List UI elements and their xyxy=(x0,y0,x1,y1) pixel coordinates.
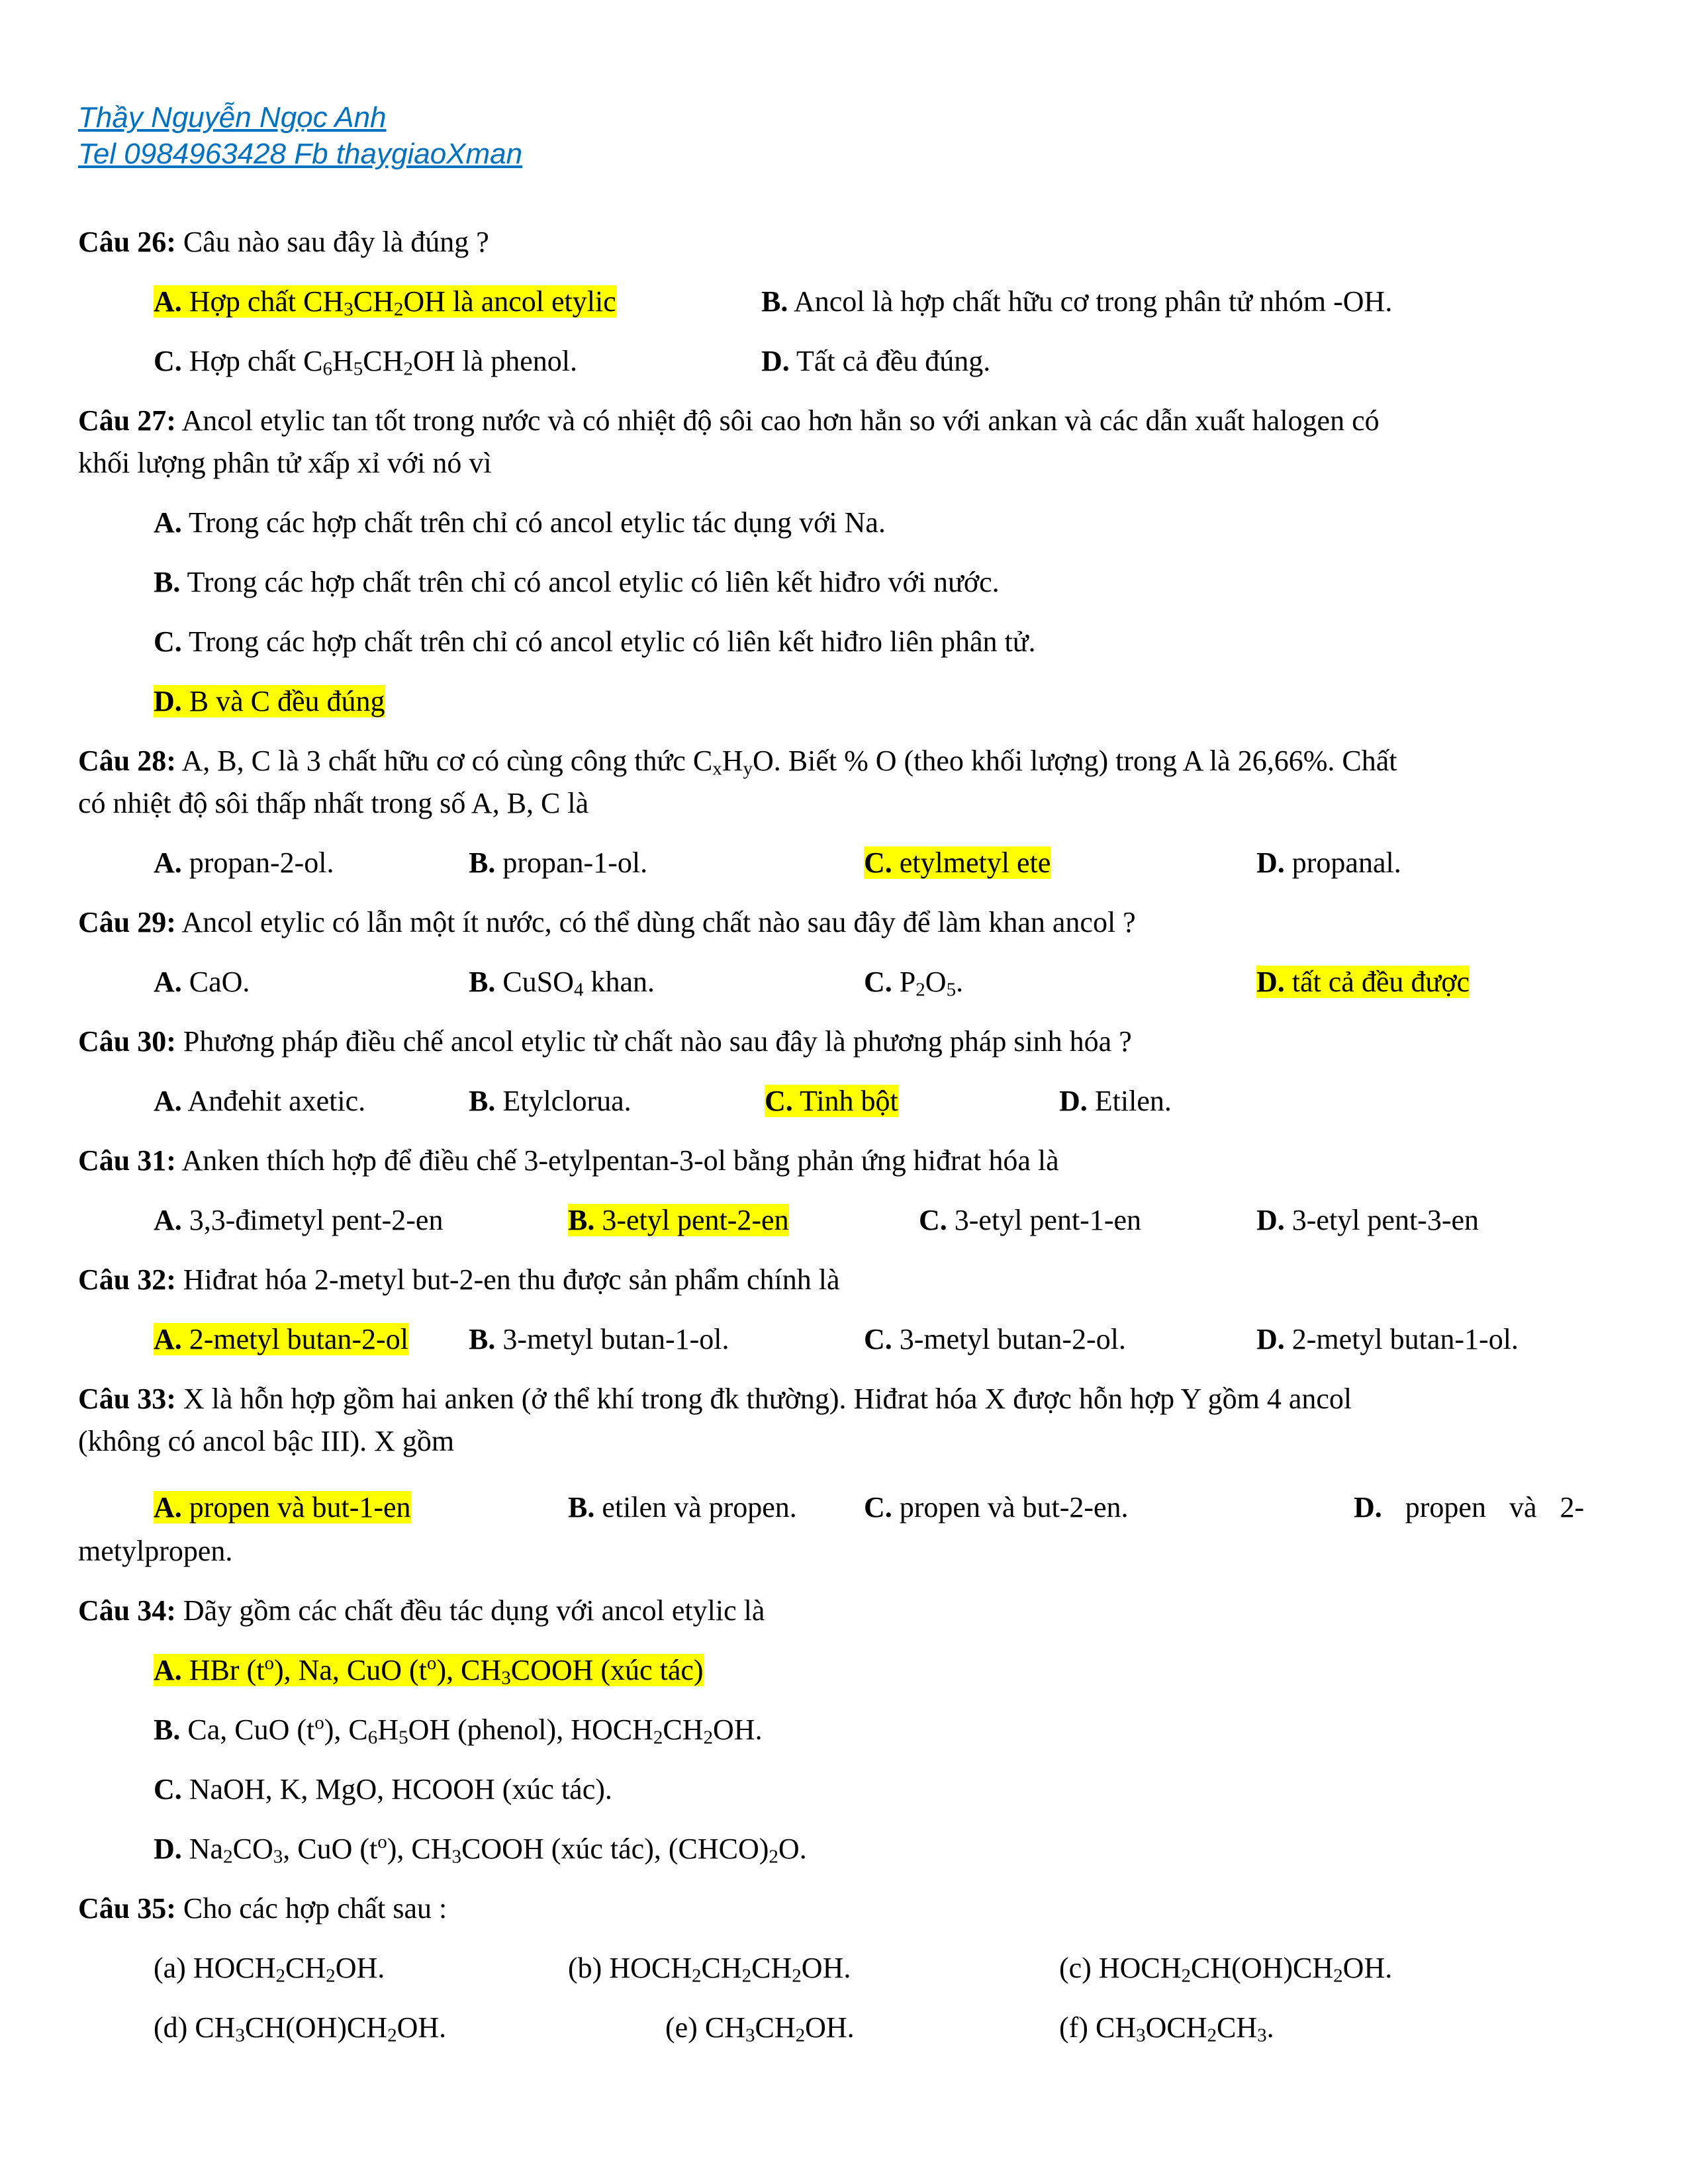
option-text: CuSO$_4$ khan. xyxy=(502,966,655,1001)
option-b xyxy=(568,1202,789,1239)
option-text: propen và but-1-en xyxy=(189,1491,411,1524)
compound-label: (b) xyxy=(568,1952,602,1984)
option-d xyxy=(1354,1489,1584,1526)
compound-e xyxy=(665,2009,855,2046)
question-text: A, B, C là 3 chất hữu cơ có cùng công thức $C_xH_yO$. Biết % O (theo khối lượng) trong A là 26,66%. Chất xyxy=(181,745,1397,780)
option-b xyxy=(568,1489,797,1526)
option-label: C. xyxy=(864,966,892,998)
option-text: Tất cả đều đúng. xyxy=(796,345,991,377)
compound-c xyxy=(1059,1950,1392,1987)
correct-answer-highlight xyxy=(154,1653,704,1689)
option-text: 3-metyl butan-2-ol. xyxy=(899,1323,1126,1355)
option-text: etilen và propen. xyxy=(602,1491,797,1524)
option-label: A. xyxy=(154,1654,182,1686)
correct-answer-highlight xyxy=(1256,966,1470,998)
teacher-name[interactable]: Thầy Nguyễn Ngọc Anh xyxy=(78,101,387,134)
compound-d xyxy=(154,2009,446,2046)
question-27 xyxy=(78,402,1380,439)
correct-answer-highlight xyxy=(765,1085,898,1117)
option-d xyxy=(1256,964,1470,1001)
option-c xyxy=(864,1489,1129,1526)
option-text: Trong các hợp chất trên chỉ có ancol etylic có liên kết hiđro liên phân tử. xyxy=(189,625,1036,658)
question-text: X là hỗn hợp gồm hai anken (ở thể khí trong đk thường). Hiđrat hóa X được hỗn hợp Y gồm 4 ancol xyxy=(183,1383,1352,1415)
question-label: Câu 34: xyxy=(78,1594,176,1627)
compound-label: (d) xyxy=(154,2011,188,2044)
option-d xyxy=(1256,844,1401,882)
option-label: A. xyxy=(154,1085,182,1117)
question-text: Ancol etylic tan tốt trong nước và có nhiệt độ sôi cao hơn hẳn so với ankan và các dẫn xuất halogen có xyxy=(181,404,1380,437)
question-text: Hiđrat hóa 2-metyl but-2-en thu được sản phẩm chính là xyxy=(183,1263,840,1296)
question-label: Câu 27: xyxy=(78,404,176,437)
option-text: Anđehit axetic. xyxy=(187,1085,366,1117)
option-label: B. xyxy=(469,966,496,998)
option-d xyxy=(1256,1321,1519,1358)
option-text: 2-metyl butan-1-ol. xyxy=(1291,1323,1519,1355)
option-b xyxy=(469,1321,729,1358)
option-label: B. xyxy=(469,846,496,879)
option-a xyxy=(154,1652,704,1689)
option-label: D. xyxy=(1256,1323,1285,1355)
question-33 xyxy=(78,1381,1352,1418)
question-text: Cho các hợp chất sau : xyxy=(183,1892,447,1925)
option-text: 3-etyl pent-1-en xyxy=(954,1204,1141,1236)
option-text: propan-1-ol. xyxy=(502,846,648,879)
option-label: D. xyxy=(1256,966,1285,998)
compound-label: (f) xyxy=(1059,2011,1088,2044)
option-label: A. xyxy=(154,966,182,998)
option-label: C. xyxy=(765,1085,793,1117)
compound-formula: $HOCH_2CH_2OH$. xyxy=(193,1952,385,1987)
option-text: propen và 2- xyxy=(1405,1491,1585,1524)
option-a xyxy=(154,1321,408,1358)
option-label: B. xyxy=(154,566,181,598)
option-b xyxy=(469,1083,632,1120)
compound-formula: $CH_3OCH_2CH_3$. xyxy=(1095,2011,1274,2046)
option-text: etylmetyl ete xyxy=(899,846,1051,879)
option-label: C. xyxy=(154,625,182,658)
question-text: Ancol etylic có lẫn một ít nước, có thể dùng chất nào sau đây để làm khan ancol ? xyxy=(181,906,1136,938)
option-a xyxy=(154,964,250,1001)
option-label: C. xyxy=(864,846,892,879)
option-d xyxy=(154,1831,807,1868)
option-label: D. xyxy=(1059,1085,1088,1117)
option-d xyxy=(154,683,385,720)
correct-answer-highlight xyxy=(154,285,616,318)
option-label: B. xyxy=(469,1085,496,1117)
correct-answer-highlight xyxy=(864,846,1051,879)
question-31 xyxy=(78,1142,1059,1179)
correct-answer-highlight xyxy=(568,1204,789,1236)
question-28 xyxy=(78,743,1397,780)
option-text: Etylclorua. xyxy=(502,1085,632,1117)
option-label: C. xyxy=(919,1204,947,1236)
option-a xyxy=(154,283,616,320)
option-label: A. xyxy=(154,1491,182,1524)
option-label: D. xyxy=(1354,1491,1382,1524)
compound-label: (e) xyxy=(665,2011,698,2044)
option-d xyxy=(1059,1083,1172,1120)
option-text: Hợp chất $CH_3CH_2OH$ là ancol etylic xyxy=(189,285,616,320)
compound-formula: $HOCH_2CH_2CH_2OH$. xyxy=(609,1952,851,1987)
question-29 xyxy=(78,904,1136,941)
option-a xyxy=(154,844,334,882)
option-b xyxy=(154,564,1000,601)
option-a xyxy=(154,1083,365,1120)
option-text: tất cả đều được xyxy=(1291,966,1470,998)
option-b xyxy=(761,283,1392,320)
option-text: 3-metyl butan-1-ol. xyxy=(502,1323,729,1355)
question-text: Phương pháp điều chế ancol etylic từ chất nào sau đây là phương pháp sinh hóa ? xyxy=(183,1025,1132,1058)
option-c xyxy=(154,343,577,380)
compound-b xyxy=(568,1950,851,1987)
option-label: A. xyxy=(154,846,182,879)
option-d xyxy=(761,343,990,380)
option-label: A. xyxy=(154,506,182,539)
option-text: HBr $(t^o)$, Na, CuO $(t^o)$, $CH_3COOH$ (xúc tác) xyxy=(189,1653,704,1689)
question-label: Câu 31: xyxy=(78,1144,176,1177)
option-text: Trong các hợp chất trên chỉ có ancol etylic có liên kết hiđro với nước. xyxy=(187,566,1000,598)
option-a xyxy=(154,1489,411,1526)
option-label: D. xyxy=(1256,846,1285,879)
compound-formula: $CH_3CH(OH)CH_2OH$. xyxy=(195,2011,447,2046)
option-label: B. xyxy=(469,1323,496,1355)
question-text: Câu nào sau đây là đúng ? xyxy=(183,226,489,258)
option-label: B. xyxy=(568,1491,595,1524)
option-label: C. xyxy=(864,1323,892,1355)
question-text: Dãy gồm các chất đều tác dụng với ancol etylic là xyxy=(183,1594,765,1627)
option-text: 3-etyl pent-2-en xyxy=(602,1204,789,1236)
option-label: A. xyxy=(154,285,182,318)
question-30 xyxy=(78,1023,1132,1060)
option-c xyxy=(154,623,1036,660)
option-label: A. xyxy=(154,1204,182,1236)
option-label: B. xyxy=(761,285,788,318)
correct-answer-highlight xyxy=(154,1491,411,1524)
question-26 xyxy=(78,224,489,261)
option-text: NaOH, K, MgO, HCOOH (xúc tác). xyxy=(189,1773,612,1805)
option-a xyxy=(154,504,886,541)
option-text: Tinh bột xyxy=(800,1085,898,1117)
option-text: 2-metyl butan-2-ol xyxy=(189,1323,408,1355)
option-text: $P_2O_5$. xyxy=(899,966,964,1001)
option-label: B. xyxy=(154,1713,181,1746)
correct-answer-highlight xyxy=(154,685,385,717)
option-text: Hợp chất $C_6H_5CH_2OH$ là phenol. xyxy=(189,345,577,380)
option-c xyxy=(864,844,1051,882)
question-27-cont: khối lượng phân tử xấp xỉ với nó vì xyxy=(78,447,492,479)
option-label: C. xyxy=(154,1773,182,1805)
question-label: Câu 29: xyxy=(78,906,176,938)
option-label: D. xyxy=(154,1833,182,1865)
option-text: B và C đều đúng xyxy=(189,685,385,717)
option-text: Etilen. xyxy=(1094,1085,1172,1117)
option-label: D. xyxy=(1256,1204,1285,1236)
compound-formula: $CH_3CH_2OH$. xyxy=(704,2011,855,2046)
option-d xyxy=(1256,1202,1479,1239)
compound-f xyxy=(1059,2009,1274,2046)
question-28-cont: có nhiệt độ sôi thấp nhất trong số A, B, C là xyxy=(78,787,589,819)
question-label: Câu 35: xyxy=(78,1892,176,1925)
option-text: CaO. xyxy=(189,966,250,998)
option-text: propen và but-2-en. xyxy=(899,1491,1129,1524)
option-text: propan-2-ol. xyxy=(189,846,334,879)
compound-label: (c) xyxy=(1059,1952,1092,1984)
option-c xyxy=(864,1321,1126,1358)
option-b xyxy=(469,844,647,882)
question-35 xyxy=(78,1890,447,1927)
question-label: Câu 26: xyxy=(78,226,176,258)
compound-label: (a) xyxy=(154,1952,186,1984)
option-label: A. xyxy=(154,1323,182,1355)
option-c xyxy=(765,1083,898,1120)
option-label: C. xyxy=(154,345,182,377)
option-label: C. xyxy=(864,1491,892,1524)
option-d-cont: metylpropen. xyxy=(78,1535,233,1567)
question-32 xyxy=(78,1261,840,1298)
question-label: Câu 32: xyxy=(78,1263,176,1296)
option-c xyxy=(154,1771,612,1808)
option-b xyxy=(154,1711,763,1749)
option-label: B. xyxy=(568,1204,595,1236)
option-label: D. xyxy=(761,345,790,377)
option-text: 3-etyl pent-3-en xyxy=(1291,1204,1479,1236)
option-a xyxy=(154,1202,443,1239)
question-label: Câu 33: xyxy=(78,1383,176,1415)
option-text: $Na_2CO_3$, CuO $(t^o)$, $CH_3COOH$ (xúc tác), $(CHCO)_2O$. xyxy=(189,1831,807,1868)
option-c xyxy=(864,964,963,1001)
option-text: Ca, CuO $(t^o)$, $C_6H_5OH$ (phenol), $HOCH_2CH_2OH$. xyxy=(187,1712,763,1749)
question-34 xyxy=(78,1592,765,1629)
option-label: D. xyxy=(154,685,182,717)
question-33-cont: (không có ancol bậc III). X gồm xyxy=(78,1425,455,1457)
option-text: 3,3-đimetyl pent-2-en xyxy=(189,1204,444,1236)
question-text: Anken thích hợp để điều chế 3-etylpentan-3-ol bằng phản ứng hiđrat hóa là xyxy=(181,1144,1059,1177)
teacher-contact[interactable]: Tel 0984963428 Fb thaygiaoXman xyxy=(78,138,523,170)
option-text: propanal. xyxy=(1291,846,1401,879)
compound-a xyxy=(154,1950,385,1987)
question-label: Câu 30: xyxy=(78,1025,176,1058)
correct-answer-highlight xyxy=(154,1323,408,1355)
question-label: Câu 28: xyxy=(78,745,176,777)
option-b xyxy=(469,964,655,1001)
compound-formula: $HOCH_2CH(OH)CH_2OH$. xyxy=(1098,1952,1393,1987)
option-text: Trong các hợp chất trên chỉ có ancol etylic tác dụng với Na. xyxy=(189,506,886,539)
option-text: Ancol là hợp chất hữu cơ trong phân tử nhóm -OH. xyxy=(793,285,1393,318)
option-c xyxy=(919,1202,1141,1239)
